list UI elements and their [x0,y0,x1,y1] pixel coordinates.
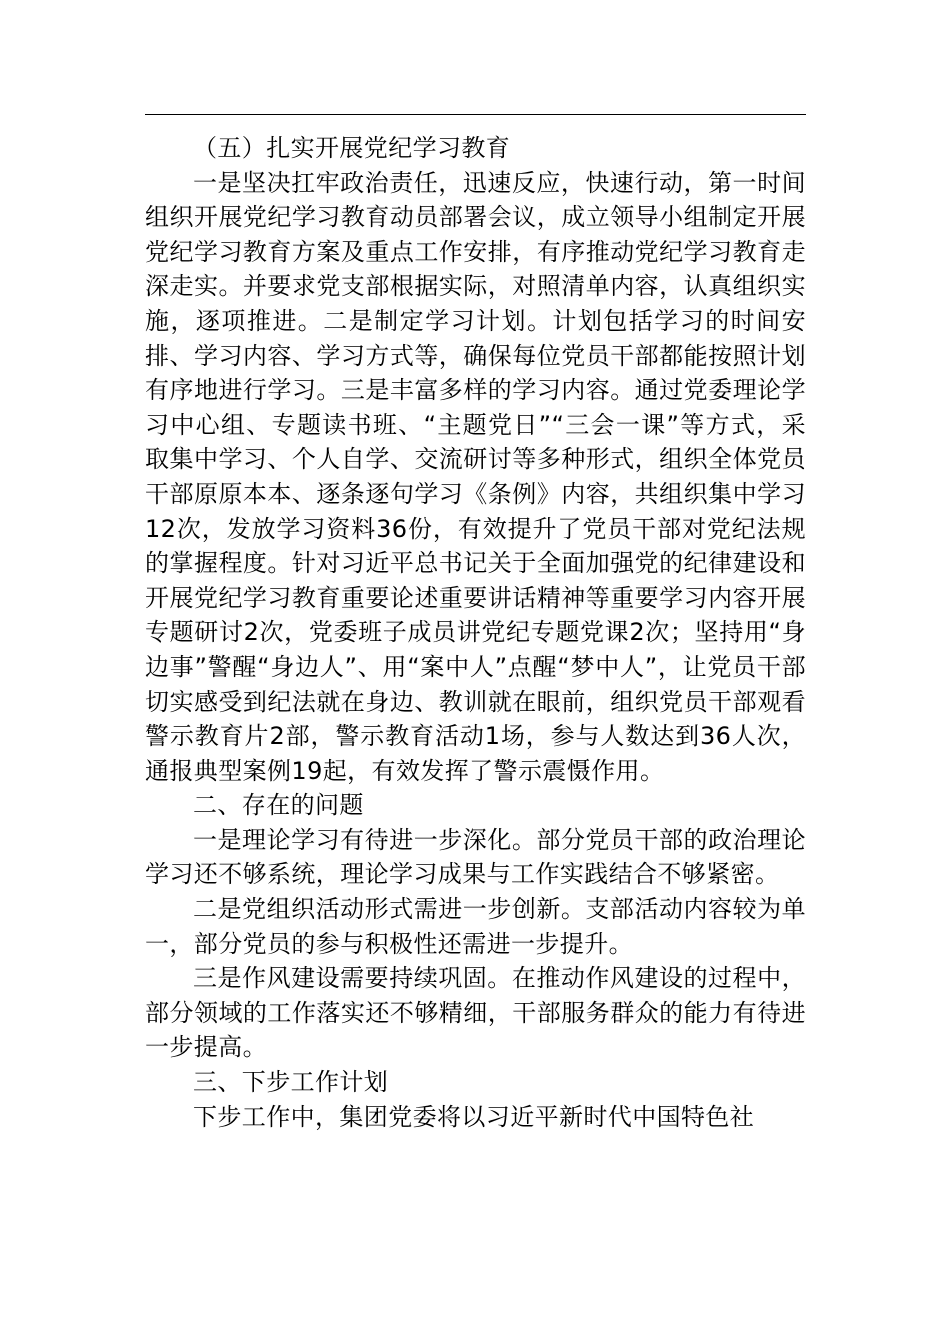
section-five-heading: （五）扎实开展党纪学习教育 [193,134,511,162]
section-two-heading: 二、存在的问题 [193,791,364,820]
problem-two-paragraph: 二是党组织活动形式需进一步创新。支部活动内容较为单一，部分党员的参与积极性还需进一步提升。 [145,895,806,958]
plan-intro-paragraph: 下步工作中，集团党委将以习近平新时代中国特色社 [193,1102,755,1131]
problem-one-paragraph: 一是理论学习有待进一步深化。部分党员干部的政治理论学习还不够系统，理论学习成果与工作实践结合不够紧密。 [145,825,806,889]
document-body [145,131,806,1134]
section-five-body: 一是坚决扛牢政治责任，迅速反应，快速行动，第一时间组织开展党纪学习教育动员部署会议，成立领导小组制定开展党纪学习教育方案及重点工作安排，有序推动党纪学习教育走深走实。并要求党支部根据实际，对照清单内容，认真组织实施，逐项推进。二是制定学习计划。计划包括学习的时间安排、学习内容、学习方式等，确保每位党员干部都能按照计划有序地进行学习。三是丰富多样的学习内容。通过党委理论学习中心组、专题读书班、“主题党日”“三会一课”等方式，采取集中学习、个人自学、交流研讨等多种形式，组织全体党员干部原原本本、逐条逐句学习《条例》内容，共组织集中学习12次，发放学习资料36份，有效提升了党员干部对党纪法规的掌握程度。针对习近平总书记关于全面加强党的纪律建设和开展党纪学习教育重要论述重要讲话精神等重要学习内容开展专题研讨2次，党委班子成员讲党纪专题党课2次；坚持用“身边事”警醒“身边人”、用“案中人”点醒“梦中人”，让党员干部切实感受到纪法就在身边、教训就在眼前，组织党员干部观看警示教育片2部，警示教育活动1场，参与人数达到36人次，通报典型案例19起，有效发挥了警示震慑作用。 [145,168,806,785]
header-rule [145,114,806,115]
problem-three-paragraph: 三是作风建设需要持续巩固。在推动作风建设的过程中，部分领域的工作落实还不够精细，干部服务群众的能力有待进一步提高。 [145,964,806,1062]
section-three-heading: 三、下步工作计划 [193,1068,389,1097]
